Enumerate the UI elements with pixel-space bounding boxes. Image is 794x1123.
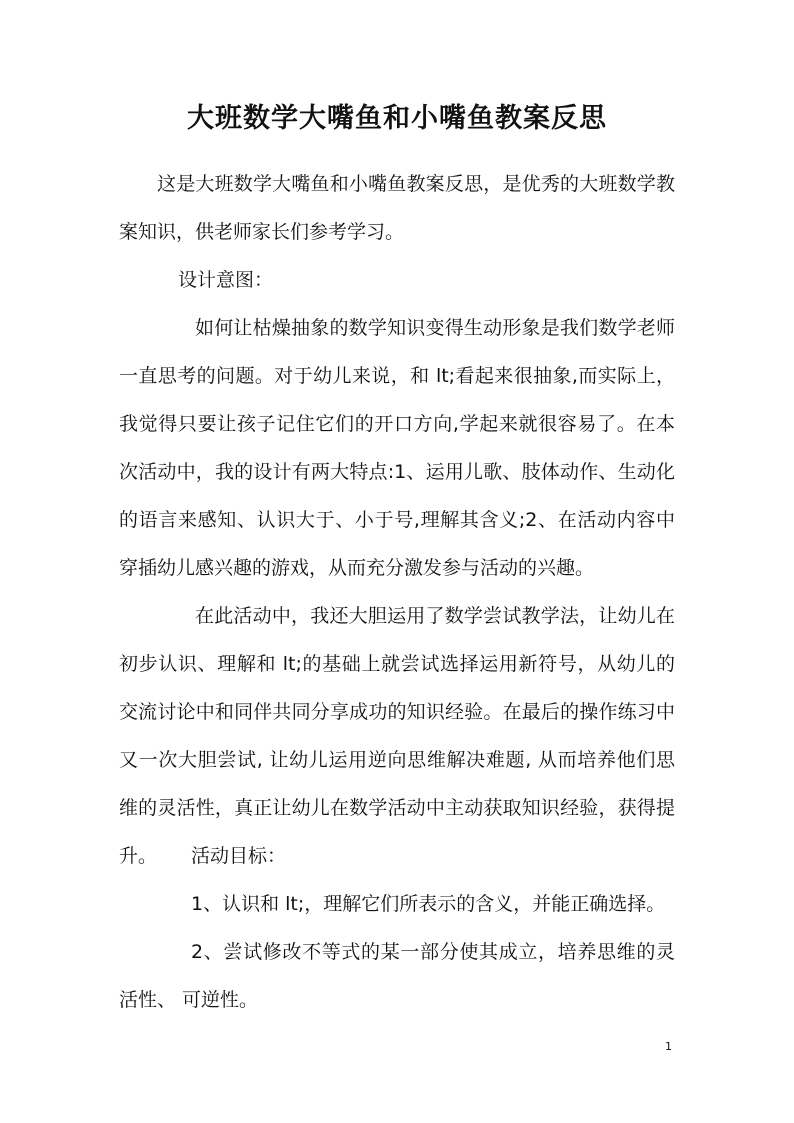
- design-paragraph-2: 在此活动中，我还大胆运用了数学尝试教学法，让幼儿在初步认识、理解和 lt;的基础上就尝试选择运用新符号，从幼儿的交流讨论中和同伴共同分享成功的知识经验。在最后的操作练习中又一次大胆尝试, 让幼儿运用逆向思维解决难题, 从而培养他们思维的灵活性，真正让幼儿在数学活动中主动获取知识经验，获得提升。: [119, 605, 675, 867]
- page-number: 1: [665, 1040, 672, 1053]
- activity-goals-heading: 活动目标：: [191, 845, 287, 867]
- goal-item-2: 2、尝试修改不等式的某一部分使其成立，培养思维的灵活性、 可逆性。: [119, 941, 675, 1011]
- goal-item-1: 1、认识和 lt;，理解它们所表示的含义，并能正确选择。: [191, 893, 666, 915]
- document-title: 大班数学大嘴鱼和小嘴鱼教案反思: [187, 103, 607, 134]
- design-paragraph-1: 如何让枯燥抽象的数学知识变得生动形象是我们数学老师一直思考的问题。对于幼儿来说，和 lt;看起来很抽象,而实际上，我觉得只要让孩子记住它们的开口方向,学起来就很容易了。在本次活动中，我的设计有两大特点:1、运用儿歌、肢体动作、生动化的语言来感知、认识大于、小于号,理解其含义;2、在活动内容中穿插幼儿感兴趣的游戏，从而充分激发参与活动的兴趣。: [119, 317, 675, 579]
- design-intent-heading: 设计意图：: [178, 269, 274, 291]
- intro-paragraph: 这是大班数学大嘴鱼和小嘴鱼教案反思，是优秀的大班数学教案知识，供老师家长们参考学习。: [119, 173, 675, 243]
